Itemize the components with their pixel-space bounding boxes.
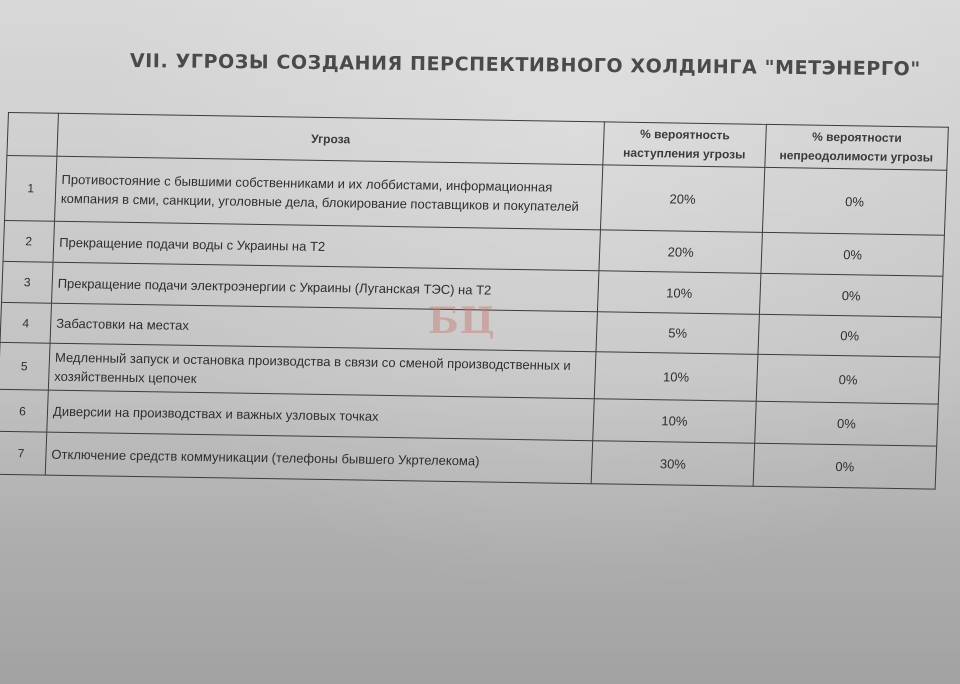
row-insurmountability: 0%	[755, 401, 939, 446]
row-probability: 10%	[593, 399, 757, 444]
row-probability: 5%	[596, 312, 759, 355]
row-insurmountability: 0%	[759, 273, 942, 317]
watermark-logo: БЦ	[428, 300, 496, 342]
row-insurmountability: 0%	[753, 443, 937, 489]
row-probability: 30%	[591, 441, 755, 487]
row-number: 2	[3, 220, 54, 262]
row-probability: 20%	[599, 230, 762, 274]
row-threat: Отключение средств коммуникации (телефоны бывшего Укртелекома)	[45, 432, 593, 484]
row-threat: Прекращение подачи электроэнергии с Украины (Луганская ТЭС) на Т2	[52, 262, 599, 312]
row-number: 7	[0, 431, 47, 475]
header-number	[7, 113, 59, 157]
row-insurmountability: 0%	[756, 354, 940, 404]
row-threat: Прекращение подачи воды с Украины на Т2	[53, 221, 600, 271]
header-insurmountability: % вероятности непреодолимости угрозы	[765, 124, 949, 170]
row-probability: 20%	[600, 165, 764, 233]
row-probability: 10%	[597, 271, 760, 315]
row-probability: 10%	[594, 352, 758, 402]
row-insurmountability: 0%	[761, 232, 944, 276]
header-probability: % вероятность наступления угрозы	[603, 122, 767, 168]
header-threat: Угроза	[57, 113, 605, 165]
row-threat: Противостояние с бывшими собственниками и их лоббистами, информационная компания в сми, санкции, уголовные дела, блокирование поставщиков и покупателей	[55, 156, 603, 230]
row-number: 1	[5, 155, 57, 221]
document-title: VII. УГРОЗЫ СОЗДАНИЯ ПЕРСПЕКТИВНОГО ХОЛДИНГА "МЕТЭНЕРГО"	[129, 50, 921, 81]
row-insurmountability: 0%	[762, 167, 946, 235]
row-threat: Медленный запуск и остановка производства в связи со сменой производственных и хозяйственных цепочек	[48, 343, 596, 399]
row-threat: Диверсии на производствах и важных узловых точках	[47, 390, 594, 441]
row-threat: Забастовки на местах	[50, 303, 597, 352]
row-number: 6	[0, 389, 48, 432]
row-number: 4	[0, 302, 51, 343]
row-number: 5	[0, 342, 50, 390]
row-number: 3	[2, 261, 53, 303]
row-insurmountability: 0%	[758, 314, 941, 357]
